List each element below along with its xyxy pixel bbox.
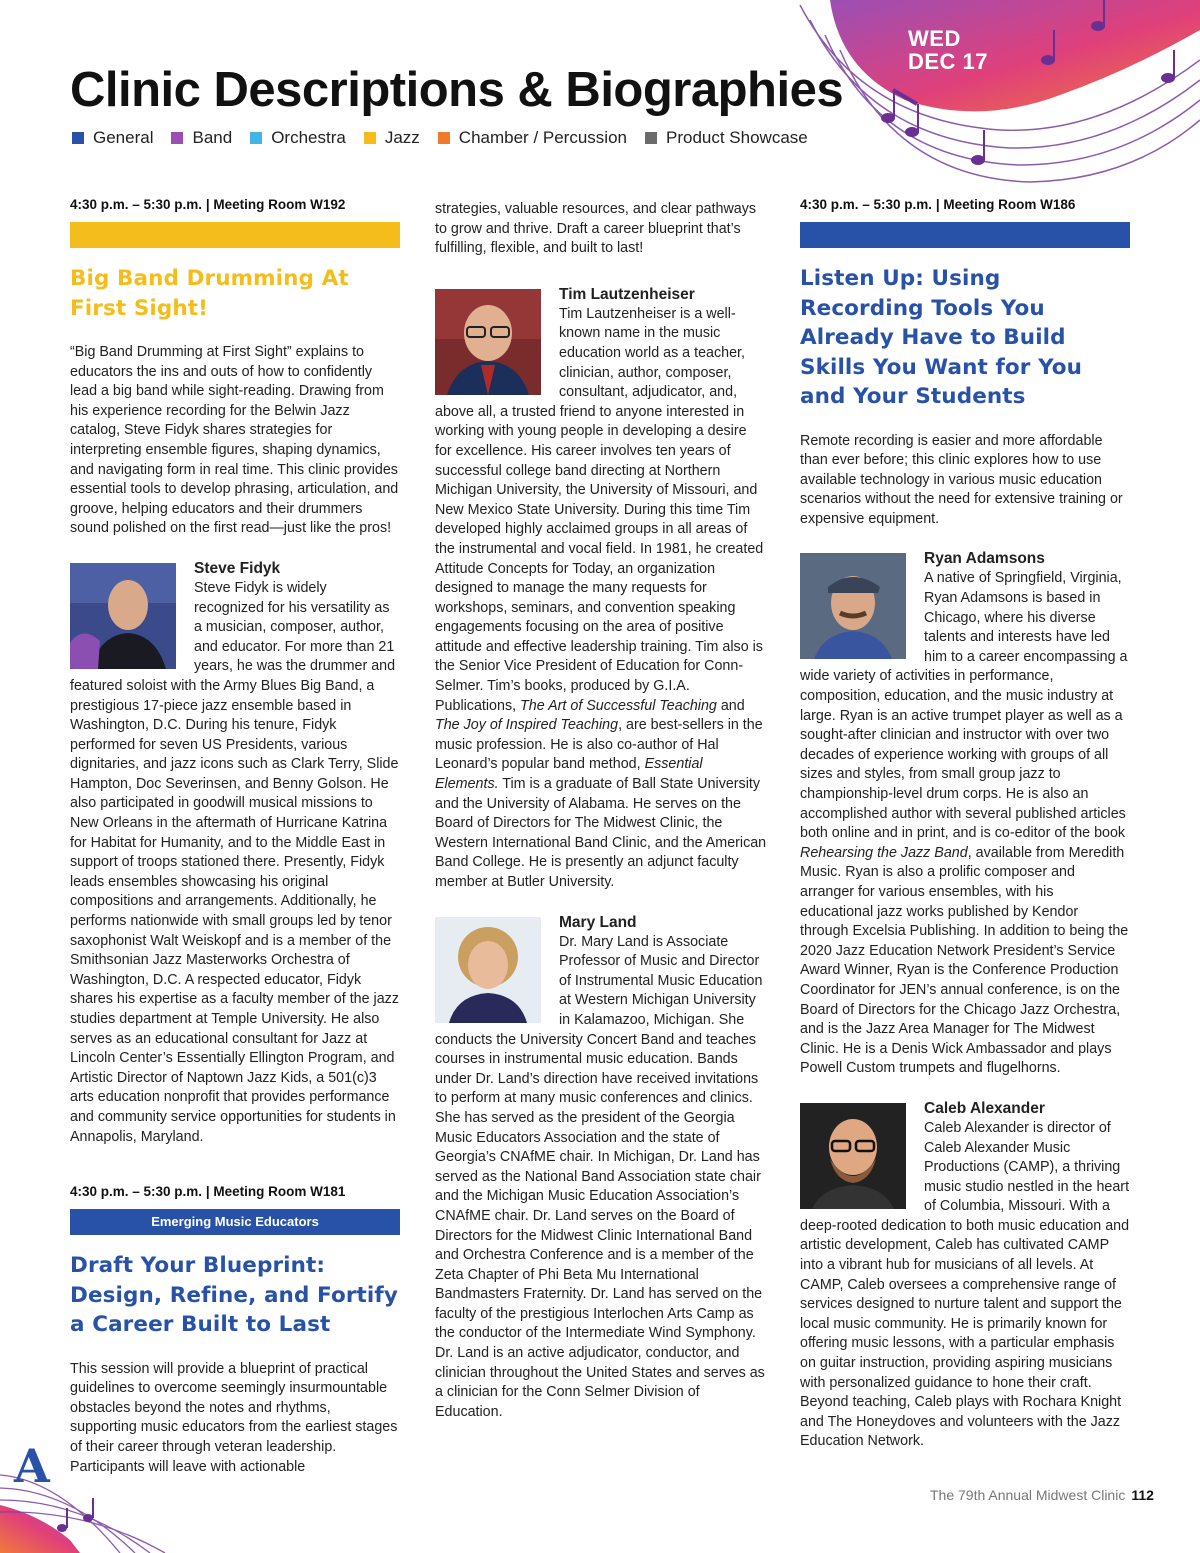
legend-swatch — [171, 132, 183, 144]
presenter-name: Tim Lautzenheiser — [559, 285, 695, 303]
legend-label: Band — [192, 128, 233, 147]
presenter-photo — [70, 563, 176, 669]
session-room: Meeting Room W192 — [213, 197, 346, 212]
book-title: Rehearsing the Jazz Band — [800, 844, 968, 861]
bio-ryan-adamsons — [800, 549, 1130, 1078]
date-text: DEC 17 — [908, 49, 989, 74]
bio-tim-lautzenheiser — [435, 285, 767, 893]
legend-label: Product Showcase — [665, 128, 808, 147]
category-bar-general: Emerging Music Educators — [70, 1209, 400, 1235]
session-time: 4:30 p.m. – 5:30 p.m. — [800, 197, 933, 212]
bio-mary-land — [435, 913, 767, 1423]
bio-caleb-alexander — [800, 1099, 1130, 1452]
bio-text-part: , are best-sellers in the music profession. He is also co-author of Hal Leonard’s popular band method, — [435, 717, 763, 773]
clinic-description: Remote recording is easier and more affordable than ever before; this clinic explores how to use available technology in various music education scenarios without the need for extensive training or expensive equipment. — [800, 432, 1123, 527]
legend-item-chamber-percussion — [438, 128, 627, 148]
session-time: 4:30 p.m. – 5:30 p.m. — [70, 197, 203, 212]
bio-text-part: A native of Springfield, Virginia, Ryan Adamsons is based in Chicago, where his diverse talents and interests have led him to a career encompassing a wide variety of activities in performance, composition, education, and the music industry at large. Ryan is an active trumpet player as well as a sought-after clinician and instructor with over two decades of experience working with groups of all sizes and styles, from small group jazz to championship-level drum corps. He is also an accomplished author with several published articles both online and in print, and is co-editor of the book — [800, 570, 1128, 842]
legend-swatch — [364, 132, 376, 144]
presenter-bio: Caleb Alexander is director of Caleb Alexander Music Productions (CAMP), a thriving music studio nestled in the heart of Columbia, Missouri. With a deep-rooted dedication to both music education and artistic development, Caleb has cultivated CAMP into a vibrant hub for musicians of all levels. At CAMP, Caleb oversees a comprehensive range of services designed to nurture talent and support the local music community. He is primarily known for offering music lessons, with a particular emphasis on guitar instruction, providing aspiring musicians with personalized guidance to hone their craft. Beyond teaching, Caleb plays with Rochara Knight and The Honeydoves and volunteers with the Jazz Education Network. — [800, 1119, 1130, 1450]
clinic-description: This session will provide a blueprint of practical guidelines to overcome seemingly insurmountable obstacles beyond the notes and rhythms, supporting music educators from the earliest stages of their career through veteran leadership. Participants will leave with actionable — [70, 1360, 398, 1475]
presenter-photo — [435, 289, 541, 395]
presenter-name: Steve Fidyk — [194, 559, 281, 577]
session-meta: 4:30 p.m. – 5:30 p.m. | Meeting Room W192 — [70, 197, 346, 212]
book-title: The Art of Successful Teaching — [520, 697, 717, 714]
book-title: The Joy of Inspired Teaching — [435, 717, 619, 734]
presenter-photo — [800, 553, 906, 659]
clinic-title: Draft Your Blueprint: Design, Refine, and Fortify a Career Built to Last — [70, 1253, 398, 1338]
legend-swatch — [438, 132, 450, 144]
legend-item-jazz — [364, 128, 420, 148]
session-room: Meeting Room W181 — [213, 1184, 346, 1200]
legend-item-orchestra — [250, 128, 346, 148]
session-time: 4:30 p.m. – 5:30 p.m. — [70, 1184, 203, 1200]
session-room: Meeting Room W186 — [943, 197, 1076, 212]
legend-item-product-showcase — [645, 128, 808, 148]
bio-text-part: Tim Lautzenheiser is a well-known name in the music education world as a teacher, clinician, author, composer, consultant, adjudicator, and, above all, a trusted friend to anyone interested in working with young people in developing a desire for excellence. His career involves ten years of successful college band directing at Northern Michigan University, the University of Missouri, and New Mexico State University. During this time Tim developed highly acclaimed groups in all areas of the instrumental and vocal field. In 1981, he created Attitude Concepts for Today, an organization designed to manage the many requests for workshops, seminars, and convention speaking engagements focusing on the area of positive attitude and effective leadership training. Tim also is the Senior Vice President of Education for Conn-Selmer. Tim’s books, produced by G.I.A. Publications, — [435, 305, 764, 714]
category-bar-jazz — [70, 222, 400, 248]
legend-swatch — [250, 132, 262, 144]
clinic-2-header — [70, 1183, 400, 1477]
category-bar-general — [800, 222, 1130, 248]
clinic-description-continued: strategies, valuable resources, and clear pathways to grow and thrive. Draft a career blueprint that’s fulfilling, flexible, and built to last! — [435, 201, 757, 257]
page-title: Clinic Descriptions & Biographies — [70, 63, 844, 117]
presenter-name: Mary Land — [559, 913, 637, 931]
column-1 — [70, 196, 400, 1477]
legend-swatch — [645, 132, 657, 144]
legend-item-general — [72, 128, 153, 148]
page-number: 112 — [1131, 1487, 1154, 1503]
book-title: Essential Elements. — [435, 756, 703, 793]
legend-label: General — [93, 128, 154, 147]
bio-text-part: Tim is a graduate of Ball State University and the University of Alabama. He serves on the Board of Directors for The Midwest Clinic, the Western International Band Clinic, and the American Band College. He is presently an adjunct faculty member at Butler University. — [435, 776, 767, 890]
legend-label: Orchestra — [271, 128, 346, 147]
session-meta: 4:30 p.m. – 5:30 p.m. | Meeting Room W186 — [800, 197, 1076, 212]
clinic-title: Big Band Drumming At First Sight! — [70, 266, 349, 321]
legend-label: Chamber / Percussion — [458, 128, 627, 147]
column-2 — [435, 200, 767, 1422]
presenter-bio: Steve Fidyk is widely recognized for his versatility as a musician, composer, author, and educator. For more than 21 years, he was the drummer and featured soloist with the Army Blues Big Band, a prestigious 17-piece jazz ensemble based in Washington, D.C. During his tenure, Fidyk performed for seven US Presidents, various dignitaries, and jazz icons such as Clark Terry, Slide Hampton, Doc Severinsen, and Benny Golson. He also participated in goodwill musical missions to New Orleans in the aftermath of Hurricane Katrina for Habitat for Humanity, and to the Middle East in support of troops stationed there. Presently, Fidyk leads ensembles showcasing his original compositions and arrangements. Additionally, he performs nationwide with small groups led by tenor saxophonist Walt Weiskopf and is a member of the Smithsonian Jazz Masterworks Orchestra of Washington, D.C. A respected educator, Fidyk shares his expertise as a faculty member of the jazz studies department at Temple University. He also serves as an educational consultant for Jazz at Lincoln Center’s Essentially Ellington Program, and Artistic Director of Naptown Jazz Kids, a 501(c)3 arts education nonprofit that provides performance and community service opportunities for students in Annapolis, Maryland. — [70, 579, 399, 1145]
legend-item-band — [171, 128, 232, 148]
publication-name: The 79th Annual Midwest Clinic — [930, 1487, 1126, 1503]
presenter-photo — [800, 1103, 906, 1209]
clinic-title: Listen Up: Using Recording Tools You Already Have to Build Skills You Want for You and Your Students — [800, 266, 1083, 409]
presenter-photo — [435, 917, 541, 1023]
bio-text-part: , available from Meredith Music. Ryan is also a prolific composer and arranger for various ensembles, with his educational jazz works published by Kendor through Excelsia Publishing. In addition to being the 2020 Jazz Education Network President’s Service Award Winner, Ryan is the Conference Production Coordinator for JEN’s annual conference, is on the Board of Directors for the Chicago Jazz Orchestra, and is the Jazz Area Manager for The Midwest Clinic. He is a Denis Wick Ambassador and plays Powell Custom trumpets and flugelhorns. — [800, 844, 1129, 1077]
svg-text:A: A — [14, 1439, 50, 1493]
legend-label: Jazz — [384, 128, 420, 147]
category-legend — [72, 128, 826, 148]
presenter-bio: Dr. Mary Land is Associate Professor of Music and Director of Instrumental Music Education at Western Michigan University in Kalamazoo, Michigan. She conducts the University Concert Band and teaches courses in instrumental music education. Bands under Dr. Land’s direction have received invitations to perform at many music conferences and clinics. She has served as the president of the Georgia Music Educators Association and the state of Georgia’s CNAfME chair. In Michigan, Dr. Land has served as the National Band Association state chair and the Michigan Music Education Association’s CNAfME chair. Dr. Land serves on the Board of Directors for the Midwest Clinic International Band and Orchestra Conference and is a member of the Zeta Chapter of Phi Beta Mu International Bandmasters Fraternity. Dr. Land has served on the faculty of the prestigious Interlochen Arts Camp as the conductor of the Intermediate Wind Symphony. Dr. Land is an active adjudicator, conductor, and clinician throughout the United States and serves as a clinician for the Conn Selmer Division of Education. — [435, 933, 765, 1420]
presenter-name: Ryan Adamsons — [924, 550, 1045, 568]
clinic-description: “Big Band Drumming at First Sight” explains to educators the ins and outs of how to confidently lead a big band while sight-reading. Drawing from his experience recording for the Belwin Jazz catalog, Steve Fidyk shares strategies for interpreting ensemble figures, shaping dynamics, and navigating form in real time. This clinic provides essential tools to develop phrasing, articulation, and groove, helping educators and their drummers sound polished on the first read—just like the pros! — [70, 344, 399, 537]
legend-swatch — [72, 132, 84, 144]
day-label: WED — [908, 26, 961, 51]
date-label — [908, 27, 988, 73]
column-3 — [800, 196, 1130, 1452]
presenter-name: Caleb Alexander — [924, 1099, 1045, 1117]
bio-steve-fidyk — [70, 559, 400, 1147]
session-meta: 4:30 p.m. – 5:30 p.m. | Meeting Room W181 — [70, 1184, 346, 1200]
page-footer — [930, 1487, 1154, 1503]
bio-text-part: and — [716, 697, 745, 714]
